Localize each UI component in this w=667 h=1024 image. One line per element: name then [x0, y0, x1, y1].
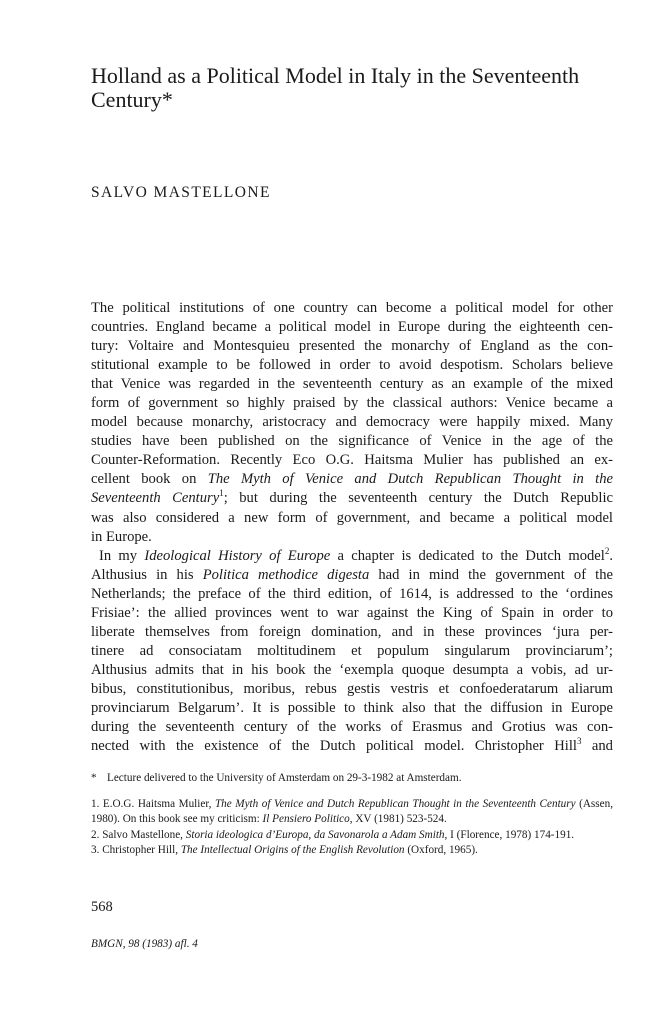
text-run: cellent book on	[91, 471, 208, 488]
book-title: Politica methodice digesta	[202, 566, 370, 583]
body-line	[91, 737, 613, 756]
body-line: tinere ad consociatam moltitudinem et populum singularum provinciarum’;	[91, 642, 613, 659]
cited-title: Storia ideologica d’Europa, da Savonarola a Adam Smith	[185, 828, 445, 841]
text-run: In my	[99, 547, 145, 564]
book-title: The Myth of Venice and Dutch Republican Thought in the	[207, 471, 613, 488]
footnote-ref: 1	[219, 488, 224, 499]
body-line: tury: Voltaire and Montesquieu presented the monarchy of England as the con-	[91, 338, 613, 355]
footnotes	[91, 771, 613, 859]
body-line: The political institutions of one country can become a political model for other	[91, 300, 613, 316]
body-line: in Europe.	[91, 528, 152, 545]
body-line	[91, 470, 613, 489]
body-line: Counter-Reformation. Recently Eco O.G. Haitsma Mulier has published an ex-	[91, 452, 613, 469]
body-line: that Venice was regarded in the seventeenth century as an example of the mixed	[91, 376, 613, 393]
text-run: 2. Salvo Mastellone,	[91, 828, 186, 841]
article-title: Holland as a Political Model in Italy in the Seventeenth Century*	[91, 63, 580, 112]
footnote-mark: *	[91, 772, 97, 784]
footnote-star	[91, 771, 613, 787]
footnote-ref: 2	[604, 545, 610, 556]
page-number: 568	[91, 899, 113, 915]
text-run: Althusius in his	[91, 566, 203, 583]
footnote-2	[91, 828, 613, 844]
cited-title: The Intellectual Origins of the English Revolution	[180, 844, 405, 856]
body-line: bibus, constitutionibus, moribus, rebus gestis vestris et confoederatarum aliarum	[91, 680, 613, 697]
journal-citation: BMGN, 98 (1983) afl. 4	[91, 938, 198, 950]
body-line: provinciarum Belgarum’. It is possible to think also that the diffusion in Europe	[91, 699, 613, 716]
body-line: Frisiae’: the allied provinces went to war against the King of Spain in order to	[91, 604, 613, 621]
cited-title: Il Pensiero Politico	[262, 813, 350, 825]
text-run: (Oxford, 1965).	[404, 844, 478, 856]
article-body	[91, 299, 613, 756]
body-line: countries. England became a political model in Europe during the eighteenth cen-	[91, 319, 613, 336]
text-run: had in mind the government of the	[369, 566, 613, 583]
footnote-1	[91, 797, 613, 828]
footnote-text: Lecture delivered to the University of Amsterdam on 29-3-1982 at Amsterdam.	[107, 772, 462, 784]
body-line: liberate themselves from foreign domination, and in these provinces ‘jura per-	[91, 623, 613, 640]
text-run: 3. Christopher Hill,	[91, 844, 181, 856]
body-line: form of government so highly praised by the classical authors: Venice became a	[91, 395, 613, 412]
body-line: Althusius admits that in his book the ‘exempla quoque desumpta a vobis, ad ur-	[91, 661, 613, 678]
text-run: , I (Florence, 1978) 174-191.	[444, 828, 575, 841]
author-name: SALVO MASTELLONE	[91, 184, 271, 201]
text-run: 1. E.O.G. Haitsma Mulier,	[91, 797, 215, 810]
body-line: stitutional example to be followed in order to avoid despotism. Scholars believe	[91, 357, 613, 374]
body-line: was also considered a new form of government, and became a political model	[91, 509, 613, 526]
body-line: studies have been published on the significance of Venice in the age of the	[91, 433, 613, 450]
body-line	[91, 566, 613, 585]
text-run: and	[581, 738, 613, 755]
footnote-3	[91, 843, 613, 859]
text-run: .	[609, 547, 614, 564]
book-title: Seventeenth Century	[91, 490, 220, 507]
text-run: (Assen, 1980). On this book see my criticism:	[91, 797, 613, 825]
cited-title: The Myth of Venice and Dutch Republican Thought in the Seventeenth Century	[214, 797, 576, 810]
body-line: Netherlands; the preface of the third edition, of 1614, is addressed to the ‘ordines	[91, 585, 613, 602]
footnote-ref: 3	[576, 736, 582, 747]
text-run: , XV (1981) 523-524.	[349, 813, 447, 825]
body-line: model because monarchy, aristocracy and democracy were happily mixed. Many	[91, 414, 613, 431]
body-line	[91, 547, 613, 566]
body-line: during the seventeenth century of the works of Erasmus and Grotius was con-	[91, 719, 613, 736]
text-run: nected with the existence of the Dutch political model. Christopher Hill	[91, 738, 577, 755]
text-run: a chapter is dedicated to the Dutch model	[330, 547, 605, 564]
body-line	[91, 489, 613, 508]
book-title: Ideological History of Europe	[144, 547, 331, 564]
text-run: ; but during the seventeenth century the Dutch Republic	[223, 490, 613, 507]
